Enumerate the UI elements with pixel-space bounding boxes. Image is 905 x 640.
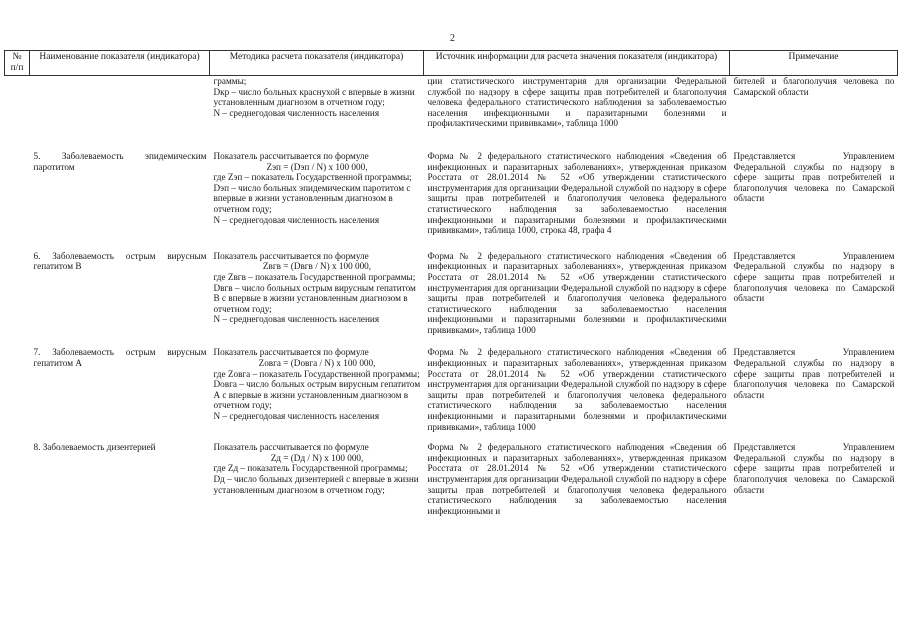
header-num: № п/п bbox=[5, 51, 30, 76]
header-name: Наименование показателя (индикатора) bbox=[30, 51, 210, 76]
note-cell: Представляется Управлением Федеральной службы по надзору в сфере защиты прав потребителей и благополучия человека по Самарской области bbox=[733, 442, 895, 495]
note-cell: Представляется Управлением Федеральной службы по надзору в сфере защиты прав потребителей и благополучия человека по Самарской области bbox=[733, 150, 895, 204]
continuation-note: бителей и благополучия человека по Самарской области bbox=[733, 76, 895, 97]
indicator-name: 5. Заболеваемость эпидемическим паротитом bbox=[33, 150, 207, 172]
table-row bbox=[5, 347, 898, 432]
table-row bbox=[5, 442, 898, 516]
table-header-row bbox=[5, 51, 898, 76]
table-row bbox=[5, 251, 898, 336]
method-cell: Показатель рассчитывается по формуле Zовга = (Dовга / N) х 100 000, где Zовга – показатель Государственной программы; Dовга – число больных острым вирусным гепатитом А с впервые в жизни установленным диагнозом в отчетном году; N – среднегодовая численность населения bbox=[213, 347, 421, 422]
header-note: Примечание bbox=[730, 51, 898, 76]
indicator-name: 8. Заболеваемость дизентерией bbox=[33, 442, 156, 453]
source-cell: Форма № 2 федерального статистического наблюдения «Сведения об инфекционных и паразитарных заболеваниях», утвержденная приказом Росстата от 28.01.2014 № 52 «Об утверждении статистического инструментария для организации Федеральной службой по надзору в сфере защиты прав потребителей и благополучия человека федерального статистического наблюдения за заболеваемостью населения инфекционными и паразитарными болезнями и профилактическими прививками», таблица 1000 bbox=[427, 250, 727, 335]
continuation-method: граммы; Dкр – число больных краснухой с впервые в жизни установленным диагнозом в отчетном году; N – среднегодовая численность населения bbox=[213, 76, 415, 118]
continuation-source: ции статистического инструментария для организации Федеральной службой по надзору в сфере защиты прав потребителей и благополучия человека федерального статистического наблюдения за заболеваемостью населения инфекционными и паразитарными болезнями и профилактическими прививками», таблица 1000 bbox=[427, 76, 727, 129]
method-cell: Показатель рассчитывается по формуле Zвгв = (Dвгв / N) х 100 000, где Zвгв – показатель Государственной программы; Dвгв – число больных острым вирусным гепатитом В с впервые в жизни установленным диагнозом в отчетном году; N – среднегодовая численность населения bbox=[213, 250, 416, 325]
indicator-table bbox=[4, 50, 898, 516]
source-cell: Форма № 2 федерального статистического наблюдения «Сведения об инфекционных и паразитарных заболеваниях», утвержденная приказом Росстата от 28.01.2014 № 52 «Об утверждении статистического инструментария для организации Федеральной службой по надзору в сфере защиты прав потребителей и благополучия человека федерального статистического наблюдения за заболеваемостью населения инфекционными и bbox=[427, 442, 727, 516]
indicator-name: 6. Заболеваемость острым вирусным гепатитом В bbox=[33, 250, 207, 272]
note-cell: Представляется Управлением Федеральной службы по надзору в сфере защиты прав потребителей и благополучия человека по Самарской области bbox=[733, 347, 895, 400]
method-cell: Показатель рассчитывается по формуле Zэп = (Dэп / N) х 100 000, где Zэп – показатель Государственной программы; Dэп – число больных эпидемическим паротитом с впервые в жизни установленным диагнозом в отчетном году; N – среднегодовая численность населения bbox=[213, 150, 412, 225]
method-cell: Показатель рассчитывается по формуле Zд = (Dд / N) х 100 000, где Zд – показатель Государственной программы; Dд – число больных дизентерией с впервые в жизни установленным диагнозом в отчетном году; bbox=[213, 442, 419, 495]
header-source: Источник информации для расчета значения показателя (индикатора) bbox=[424, 51, 730, 76]
continuation-row bbox=[5, 76, 898, 129]
table-row bbox=[5, 151, 898, 236]
indicator-name: 7. Заболеваемость острым вирусным гепатитом А bbox=[33, 347, 207, 369]
source-cell: Форма № 2 федерального статистического наблюдения «Сведения об инфекционных и паразитарных заболеваниях», утвержденная приказом Росстата от 28.01.2014 № 52 «Об утверждении статистического инструментария для организации Федеральной службой по надзору в сфере защиты прав потребителей и благополучия человека федерального статистического наблюдения за заболеваемостью населения инфекционными и паразитарными болезнями и профилактическими прививками», таблица 1000 bbox=[427, 347, 727, 432]
source-cell: Форма № 2 федерального статистического наблюдения «Сведения об инфекционных и паразитарных заболеваниях», утвержденная приказом Росстата от 28.01.2014 № 52 «Об утверждении статистического инструментария для организации Федеральной службой по надзору в сфере защиты прав потребителей и благополучия человека федерального статистического наблюдения за заболеваемостью населения инфекционными и паразитарными болезнями и профилактическими прививками», таблица 1000, строка 48, графа 4 bbox=[427, 150, 727, 236]
header-method: Методика расчета показателя (индикатора) bbox=[210, 51, 424, 76]
note-cell: Представляется Управлением Федеральной службы по надзору в сфере защиты прав потребителей и благополучия человека по Самарской области bbox=[733, 250, 895, 304]
page-number: 2 bbox=[450, 33, 455, 44]
